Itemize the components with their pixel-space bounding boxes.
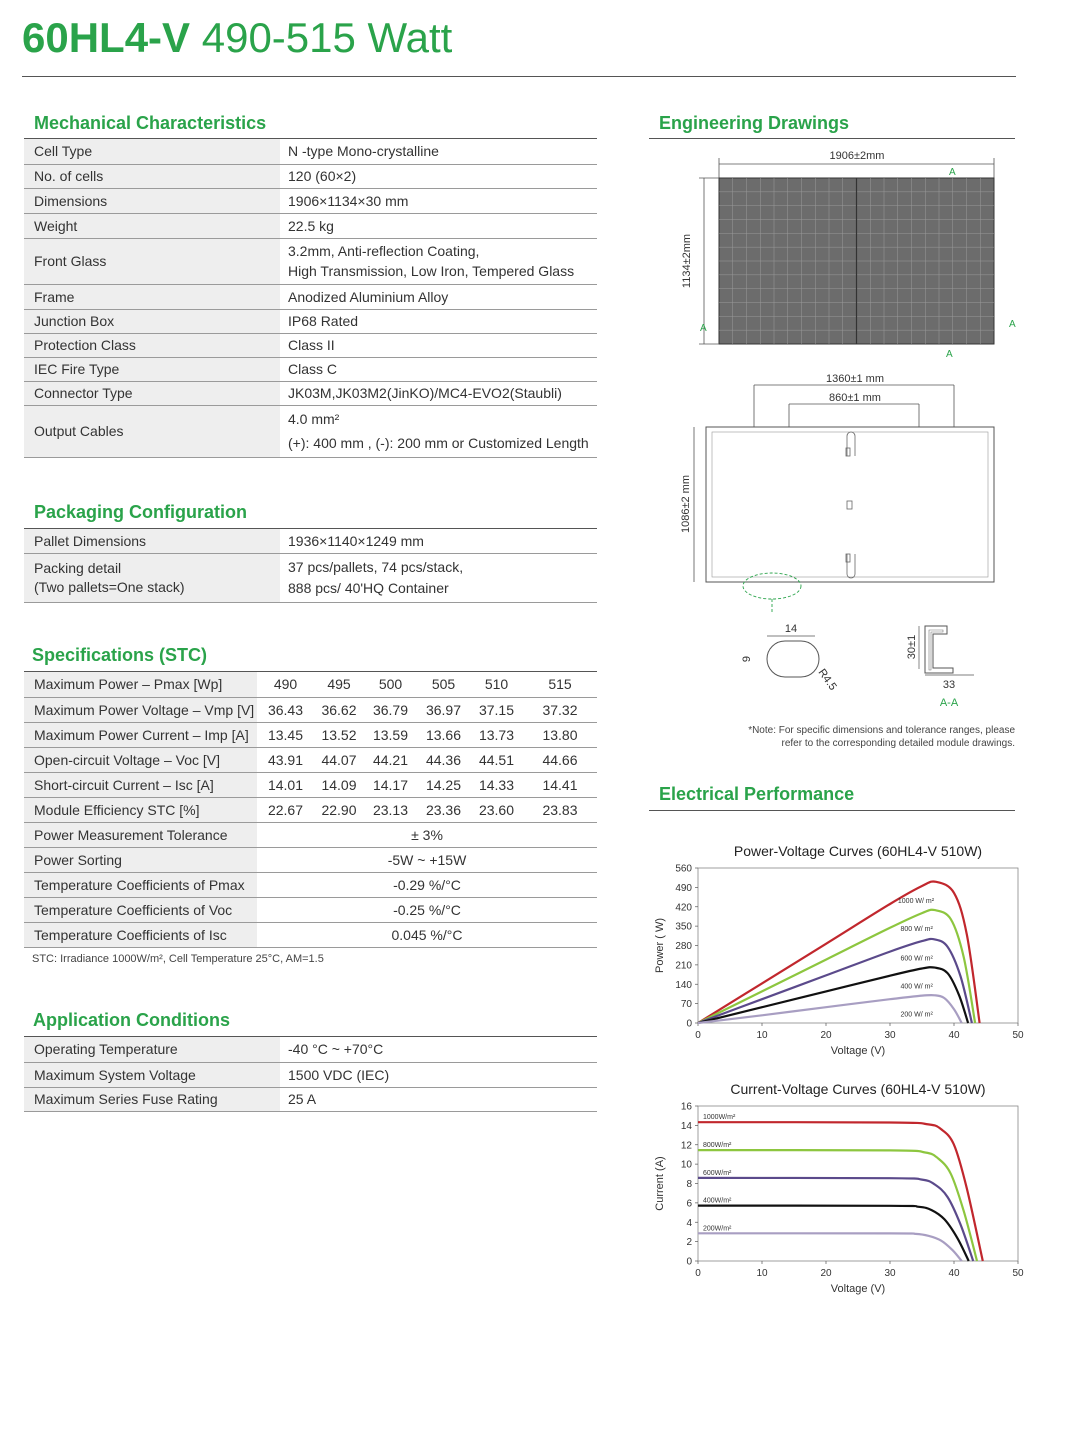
table-row bbox=[24, 213, 597, 238]
row-value: -0.25 %/°C bbox=[257, 897, 597, 922]
row-label: Temperature Coefficients of Voc bbox=[24, 897, 257, 922]
series-label: 800W/m² bbox=[703, 1142, 732, 1150]
packaging-title: Packaging Configuration bbox=[34, 502, 248, 522]
row-label: No. of cells bbox=[24, 164, 280, 188]
row-value: 22.67 bbox=[257, 797, 314, 822]
y-tick-label: 560 bbox=[675, 863, 692, 875]
application-table bbox=[24, 1037, 597, 1112]
table-row bbox=[24, 238, 597, 284]
table-row bbox=[24, 747, 597, 772]
row-value: 44.07 bbox=[314, 747, 364, 772]
row-value: 120 (60×2) bbox=[280, 164, 597, 188]
row-label: Maximum Power Voltage – Vmp [V] bbox=[24, 697, 257, 722]
y-tick-label: 12 bbox=[680, 1140, 692, 1152]
mechanical-table bbox=[24, 139, 597, 458]
x-tick-label: 20 bbox=[820, 1030, 832, 1041]
row-label: Protection Class bbox=[24, 333, 280, 357]
row-value: 25 A bbox=[280, 1087, 597, 1111]
series-label: 400W/m² bbox=[703, 1197, 732, 1205]
table-row bbox=[24, 553, 597, 602]
series-label: 800 W/ m² bbox=[900, 926, 933, 934]
row-label: Temperature Coefficients of Isc bbox=[24, 922, 257, 947]
row-value: 13.80 bbox=[523, 722, 597, 747]
hole-detail bbox=[741, 623, 839, 693]
height-dimension: 1134±2mm bbox=[681, 233, 693, 289]
row-value-line2: High Transmission, Low Iron, Tempered Glass bbox=[288, 263, 575, 279]
y-tick-label: 420 bbox=[675, 902, 692, 914]
row-label: Pallet Dimensions bbox=[24, 529, 280, 553]
pv-chart bbox=[649, 838, 1029, 1060]
mount-outer-dimension: 1360±1 mm bbox=[825, 373, 885, 385]
x-tick-label: 30 bbox=[884, 1030, 896, 1041]
series-label: 200 W/ m² bbox=[900, 1011, 933, 1019]
iv-chart bbox=[649, 1076, 1029, 1298]
row-value: 44.21 bbox=[364, 747, 417, 772]
row-label: Module Efficiency STC [%] bbox=[24, 797, 257, 822]
section-mark-top: A bbox=[949, 167, 956, 178]
header-divider bbox=[22, 76, 1016, 77]
row-value: 22.5 kg bbox=[280, 213, 597, 238]
row-label: Cell Type bbox=[24, 139, 280, 164]
row-label: Frame bbox=[24, 284, 280, 309]
row-value: 36.97 bbox=[417, 697, 470, 722]
row-label: Power Sorting bbox=[24, 847, 257, 872]
row-value: 1936×1140×1249 mm bbox=[280, 529, 597, 553]
row-value: 44.36 bbox=[417, 747, 470, 772]
row-value: 23.13 bbox=[364, 797, 417, 822]
row-value: 14.25 bbox=[417, 772, 470, 797]
row-value-line1: 4.0 mm² bbox=[288, 411, 340, 427]
x-tick-label: 0 bbox=[695, 1030, 701, 1041]
y-tick-label: 0 bbox=[686, 1018, 692, 1030]
electrical-title: Electrical Performance bbox=[659, 784, 855, 804]
row-value: 14.17 bbox=[364, 772, 417, 797]
row-value-line2: (+): 400 mm , (-): 200 mm or Customized Length bbox=[288, 435, 589, 451]
row-label-line1: Packing detail bbox=[34, 559, 122, 576]
y-tick-label: 14 bbox=[680, 1120, 692, 1132]
row-value: 490 bbox=[257, 672, 314, 697]
row-label: Connector Type bbox=[24, 381, 280, 405]
row-value: Class C bbox=[280, 357, 597, 381]
frame-height: 30±1 bbox=[906, 634, 918, 660]
table-row bbox=[24, 822, 597, 847]
table-row bbox=[24, 872, 597, 897]
series-line bbox=[698, 1233, 962, 1261]
row-value: 36.79 bbox=[364, 697, 417, 722]
y-tick-label: 280 bbox=[675, 941, 692, 952]
y-tick-label: 210 bbox=[675, 960, 692, 972]
table-row bbox=[24, 722, 597, 747]
y-tick-label: 6 bbox=[686, 1198, 692, 1210]
x-tick-label: 0 bbox=[695, 1268, 701, 1279]
row-value: 515 bbox=[523, 672, 597, 697]
mount-inner-dimension: 860±1 mm bbox=[829, 392, 881, 404]
back-height-dimension: 1086±2 mm bbox=[680, 474, 692, 534]
y-axis-label: Power ( W) bbox=[654, 918, 666, 973]
series-label: 400 W/ m² bbox=[900, 983, 933, 991]
table-row bbox=[24, 309, 597, 333]
y-tick-label: 4 bbox=[686, 1217, 692, 1229]
row-value: 13.52 bbox=[314, 722, 364, 747]
table-row bbox=[24, 697, 597, 722]
y-tick-label: 140 bbox=[675, 979, 692, 991]
x-tick-label: 40 bbox=[948, 1030, 960, 1041]
section-mark-bottom: A bbox=[946, 349, 953, 360]
row-value: 43.91 bbox=[257, 747, 314, 772]
row-value bbox=[280, 405, 597, 457]
row-value: 500 bbox=[364, 672, 417, 697]
specs-table bbox=[24, 672, 597, 948]
row-label: Short-circuit Current – Isc [A] bbox=[24, 772, 257, 797]
width-dimension: 1906±2mm bbox=[829, 150, 885, 162]
x-tick-label: 50 bbox=[1012, 1268, 1024, 1279]
row-value: 23.83 bbox=[523, 797, 597, 822]
row-value-line1: 3.2mm, Anti-reflection Coating, bbox=[288, 243, 480, 259]
row-value: 13.45 bbox=[257, 722, 314, 747]
row-value: JK03M,JK03M2(JinKO)/MC4-EVO2(Staubli) bbox=[280, 381, 597, 405]
row-label: Maximum Series Fuse Rating bbox=[24, 1087, 280, 1111]
frame-profile bbox=[906, 626, 974, 709]
row-value: 0.045 %/°C bbox=[257, 922, 597, 947]
table-row bbox=[24, 897, 597, 922]
chart-title: Power-Voltage Curves (60HL4-V 510W) bbox=[733, 843, 983, 859]
row-value: 36.43 bbox=[257, 697, 314, 722]
table-row bbox=[24, 381, 597, 405]
row-value: Class II bbox=[280, 333, 597, 357]
drawing-note-line2: refer to the corresponding detailed module drawings. bbox=[781, 738, 1015, 749]
x-tick-label: 40 bbox=[948, 1268, 960, 1279]
series-label: 1000W/m² bbox=[703, 1114, 736, 1122]
table-row bbox=[24, 333, 597, 357]
x-tick-label: 10 bbox=[756, 1268, 768, 1279]
row-value: 13.73 bbox=[470, 722, 523, 747]
row-label: IEC Fire Type bbox=[24, 357, 280, 381]
row-label: Junction Box bbox=[24, 309, 280, 333]
row-value: -40 °C ~ +70°C bbox=[280, 1037, 597, 1062]
hole-width: 14 bbox=[784, 623, 798, 635]
series-label: 600 W/ m² bbox=[900, 955, 933, 963]
row-value: 510 bbox=[470, 672, 523, 697]
row-value: IP68 Rated bbox=[280, 309, 597, 333]
table-row bbox=[24, 797, 597, 822]
table-row bbox=[24, 529, 597, 553]
row-value: -5W ~ +15W bbox=[257, 847, 597, 872]
stc-note: STC: Irradiance 1000W/m², Cell Temperature 25°C, AM=1.5 bbox=[32, 953, 324, 965]
row-value: 23.36 bbox=[417, 797, 470, 822]
table-row bbox=[24, 922, 597, 947]
table-row bbox=[24, 1037, 597, 1062]
frame-width: 33 bbox=[942, 679, 956, 691]
front-view bbox=[681, 150, 1016, 360]
row-label: Weight bbox=[24, 213, 280, 238]
table-row bbox=[24, 672, 597, 697]
hole-radius: R4.5 bbox=[815, 666, 839, 693]
row-label: Power Measurement Tolerance bbox=[24, 822, 257, 847]
y-tick-label: 16 bbox=[680, 1101, 692, 1113]
chart-title: Current-Voltage Curves (60HL4-V 510W) bbox=[730, 1081, 986, 1097]
row-value: 22.90 bbox=[314, 797, 364, 822]
drawings-title: Engineering Drawings bbox=[659, 113, 850, 133]
x-tick-label: 20 bbox=[820, 1268, 832, 1279]
row-label: Temperature Coefficients of Pmax bbox=[24, 872, 257, 897]
table-row bbox=[24, 164, 597, 188]
series-label: 1000 W/ m² bbox=[897, 897, 935, 905]
application-title: Application Conditions bbox=[33, 1010, 230, 1030]
y-tick-label: 10 bbox=[680, 1159, 692, 1171]
mechanical-title: Mechanical Characteristics bbox=[34, 113, 267, 133]
row-value: 14.09 bbox=[314, 772, 364, 797]
row-value: 23.60 bbox=[470, 797, 523, 822]
row-label: Front Glass bbox=[24, 238, 280, 284]
drawing-note bbox=[715, 724, 1015, 750]
section-mark-right: A bbox=[1009, 319, 1016, 330]
table-row bbox=[24, 284, 597, 309]
specs-title: Specifications (STC) bbox=[32, 645, 208, 665]
row-value: 14.01 bbox=[257, 772, 314, 797]
x-tick-label: 30 bbox=[884, 1268, 896, 1279]
row-value-line1: 37 pcs/pallets, 74 pcs/stack, bbox=[288, 558, 464, 575]
x-axis-label: Voltage (V) bbox=[830, 1045, 886, 1057]
row-value: 44.66 bbox=[523, 747, 597, 772]
row-value: ± 3% bbox=[257, 822, 597, 847]
row-value: 37.32 bbox=[523, 697, 597, 722]
row-value bbox=[280, 553, 597, 602]
y-tick-label: 0 bbox=[686, 1256, 692, 1268]
table-row bbox=[24, 357, 597, 381]
table-row bbox=[24, 139, 597, 164]
table-row bbox=[24, 1062, 597, 1087]
drawings-rule bbox=[649, 138, 1015, 139]
row-value: 36.62 bbox=[314, 697, 364, 722]
table-row bbox=[24, 188, 597, 213]
y-tick-label: 8 bbox=[686, 1179, 692, 1190]
table-row bbox=[24, 405, 597, 457]
y-tick-label: 490 bbox=[675, 882, 692, 894]
row-label: Operating Temperature bbox=[24, 1037, 280, 1062]
table-row bbox=[24, 772, 597, 797]
row-value: Anodized Aluminium Alloy bbox=[280, 284, 597, 309]
back-view bbox=[680, 373, 994, 614]
hole-height: 9 bbox=[741, 655, 753, 663]
y-tick-label: 350 bbox=[675, 921, 692, 933]
row-label: Dimensions bbox=[24, 188, 280, 213]
row-value: 1500 VDC (IEC) bbox=[280, 1062, 597, 1087]
x-tick-label: 50 bbox=[1012, 1030, 1024, 1041]
row-value: 13.59 bbox=[364, 722, 417, 747]
row-value: -0.29 %/°C bbox=[257, 872, 597, 897]
table-row bbox=[24, 1087, 597, 1111]
row-value: 1906×1134×30 mm bbox=[280, 188, 597, 213]
engineering-drawing bbox=[649, 140, 1019, 710]
x-axis-label: Voltage (V) bbox=[830, 1283, 886, 1295]
y-tick-label: 70 bbox=[680, 999, 692, 1011]
row-label bbox=[24, 553, 280, 602]
x-tick-label: 10 bbox=[756, 1030, 768, 1041]
series-label: 600W/m² bbox=[703, 1169, 732, 1177]
row-value bbox=[280, 238, 597, 284]
row-value: 14.33 bbox=[470, 772, 523, 797]
packaging-table bbox=[24, 529, 597, 603]
row-label: Output Cables bbox=[24, 405, 280, 457]
row-label: Maximum System Voltage bbox=[24, 1062, 280, 1087]
model-name: 60HL4-V bbox=[22, 14, 191, 61]
power-range: 490-515 Watt bbox=[201, 14, 453, 61]
row-value-line2: 888 pcs/ 40'HQ Container bbox=[288, 579, 449, 596]
series-line bbox=[698, 1178, 973, 1261]
row-label-line2: (Two pallets=One stack) bbox=[34, 578, 185, 595]
row-label: Open-circuit Voltage – Voc [V] bbox=[24, 747, 257, 772]
row-value: 14.41 bbox=[523, 772, 597, 797]
page-title bbox=[22, 14, 452, 62]
section-label: A-A bbox=[939, 697, 959, 709]
table-row bbox=[24, 847, 597, 872]
row-value: 13.66 bbox=[417, 722, 470, 747]
section-mark-left: A bbox=[700, 323, 707, 334]
row-value: 505 bbox=[417, 672, 470, 697]
row-label: Maximum Power Current – Imp [A] bbox=[24, 722, 257, 747]
y-tick-label: 2 bbox=[686, 1237, 692, 1249]
row-value: 495 bbox=[314, 672, 364, 697]
drawing-note-line1: *Note: For specific dimensions and tolerance ranges, please bbox=[748, 725, 1015, 736]
y-axis-label: Current (A) bbox=[654, 1156, 666, 1211]
electrical-rule bbox=[649, 810, 1015, 811]
series-label: 200W/m² bbox=[703, 1225, 732, 1233]
row-label: Maximum Power – Pmax [Wp] bbox=[24, 672, 257, 697]
row-value: 44.51 bbox=[470, 747, 523, 772]
row-value: N -type Mono-crystalline bbox=[280, 139, 597, 164]
row-value: 37.15 bbox=[470, 697, 523, 722]
